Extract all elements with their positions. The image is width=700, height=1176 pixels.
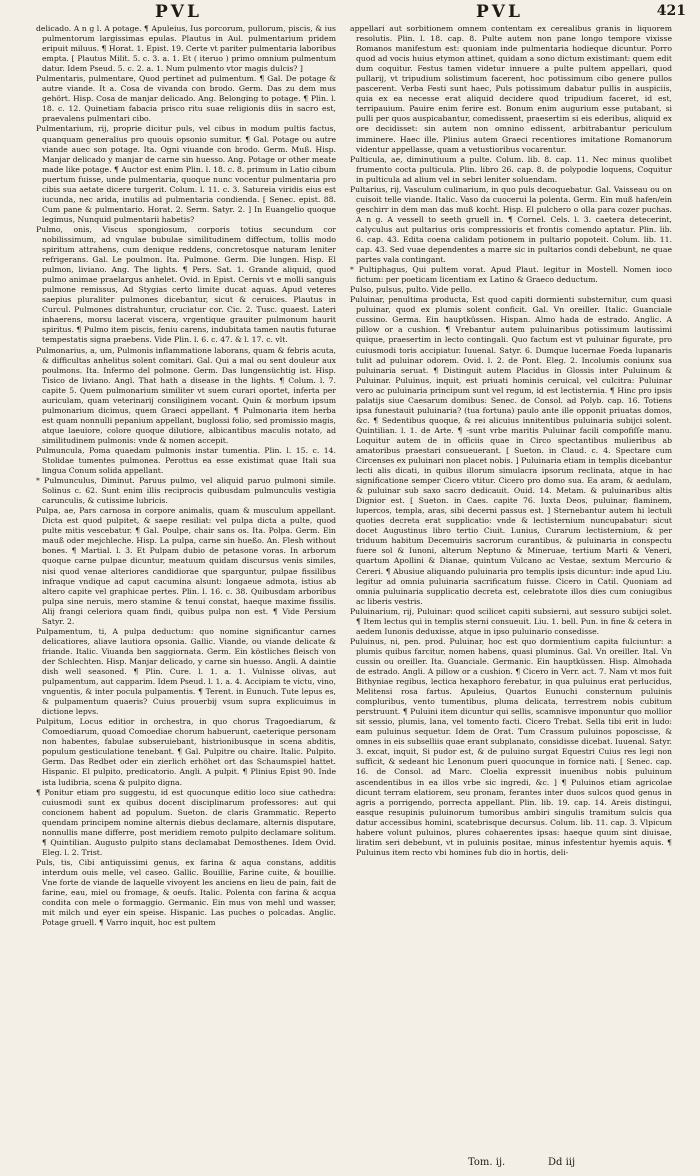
left-column: [36, 24, 336, 1148]
page-number: 421: [656, 3, 686, 19]
dictionary-entry: Puluinar, penultima producta, Est quod capiti dormienti substernitur, cum quasi puluinar, quod ex plumis solent conficit. Gal. Vn oreiller. Italic. Guanciale cussino. Germa. Ein hauptküssen. Hispan. Almo hada de estrado. Anglic. A pillow or a cushion. ¶ Vrebantur autem puluinaribus potissimum lautissimi quique, praesertim in lecto contingali. Quo factum est vt puluinar figurate, pro cuiusmodi toris accipiatur. Iuuenal. Satyr. 6. Dumque lucernae Foeda lupanaris tulit ad puluinar odorem. Ovid. l. 2. de Pont. Eleg. 2. Incolumis coniunx sua puluinaria seruat. ¶ Distinguit autem Placidus in Glossis inter Puluinum & Puluinar. Puluinus, inquit, est priuati hominis ceruical, vel culcitra: Puluinar vero ac puluinaria principum sunt vel regum, id est lectisternia. ¶ Hinc pro ipsis palatijs siue Caesarum domibus: Senec. de Consol. ad Polyb. cap. 16. Totiens ipsa funestauit puluinaria? (tua fortuna) paulo ante ille opponit priuatas domos, &c. ¶ Sedentibus quoque, & rei alicuius innitentibus puluinaria subijci solent. Quintilian. l. 1. de Arte. ¶ -sunt vrbe maritis Puluinar facili compofiſſe manu. Loquitur autem de in officiis quae in Circo spectantibus mulieribus ab amatoribus praestari consueuerant. [ Sueton. in Claud. c. 4. Spectare cum Circenses ex puluinari non placet nobis. ] Puluinaria etiam in templis dicebantur lecti alis dicati, in quibus illorum simulacra ipsorum reclinata, atque in hac significatione semper Cicero vtitur. Cicero pro domo sua. Ea aram, & aedulam, & puluinar sub saxo sacro dedicauit. Ouid. 14. Metam. & puluinaribus altis Dignior est. [ Sueton. in Caes. capite 76. Iuxta Deos, puluinar, flaminem, lupercos, templa, aras, sibi decerni passus est. ] Sternebantur autem hi lectuli quoties decreta erat supplicatio: vnde & lectisternium nuncupabatur: sicut docet Augustinus libro tertio Ciuit. Lunius, Curarum lectisternium, & per triduum habitum Decemuiris sacrorum curantibus, & puluinaria in conspectu fuere sol & Iunoni, alterum Neptuno & Mineruae, tertium Marti & Veneri, quartum Apollini & Dianae, quintum Vulcano ac Vestae, sextum Mercurio & Cereri. ¶ Abusiue aliquando puluinaria pro templis ipsis dicuntur: inde apud Liu. legitur ad omnia puluinaria sacrificatum fuisse. Cicero in Catil. Quoniam ad omnia puluinaria supplicatio decreta est, celebratote illos dies cum coniugibus ac liberis vestris.: [350, 295, 672, 606]
dictionary-entry: * Pulmunculus, Diminut. Paruus pulmo, vel aliquid paruo pulmoni simile. Solinus c. 62. Sunt enim illis reciprocis quibusdam pulmunculis vestigia carunculis, & cutissime lubricis.: [36, 476, 336, 506]
dictionary-entry: Pulticula, ae, diminutiuum a pulte. Colum. lib. 8. cap. 11. Nec minus quolibet frumento cocta pulticula. Plin. libro 26. cap. 8. de polypodie loquens, Coquitur in pulticula ad alium vel in sebri leniter soluendam.: [350, 154, 672, 184]
dictionary-entry: ¶ Ponitur etiam pro suggestu, id est quocunque editio loco siue cathedra: cuiusmodi sunt ex quibus docent disciplinarum professores: aut qui concionem habent ad populum. Sueton. de claris Grammatic. Reperto quendam principem nomine alternis diebus declamare, alternis disputare, nonnullis mane differre, post meridiem remoto pulpito declamare solitum. ¶ Quintilian. Augusto pulpito stans declamabat Demosthenes. Idem Ovid. Eleg. l. 2. Trist.: [36, 787, 336, 857]
dictionary-entry: Puluinarium, rij, Puluinar: quod scilicet capiti subsierni, aut sessuro subijci solet. ¶ Item lectus qui in templis sterni consueuit. Liu. 1. bell. Pun. in fine & cetera in aedem Iunonis deduxisse, atque in ipso puluinario consedisse.: [350, 606, 672, 636]
right-running-head: PVL: [476, 2, 523, 22]
dictionary-entry: appellari aut sorbitionem omnem contentam ex cerealibus granis in liquorem resolutis. Plin. l. 18. cap. 8. Pulte autem non pane longo tempore vixisse Romanos manifestum est: quoniam inde pulmentaria hodieque dicuntur. Porro quod ad vocis huius etymon attinet, quidam a sono dictum existimant: quem edit dum coquitur. Festus tamen videtur innuere a pulte pultem appellari, quod pullarij, vt tripudium solistimum facerent, hoc potissimum cibo genere pullos pascerent. Verba Festi sunt haec, Puls potissimum dabatur pullis in auspiciis, quia ex ea necesse erat aliquid decidere quod tripudium faceret, id est, terripauium. Pauire enim ferire est. Bonum enim augurium esse putabant, si pulli per quos auspicabantur, comedissent, praesertim si eis ederibus, aliquid ex ore decidisset: sin autem non omnino edissent, arbitrabantur periculum imminere. Haec ille. Plinius autem Graeci recentiores imitatione Romanorum videntur appellasse, quam a vetustioribus vocarentur.: [350, 24, 672, 154]
dictionary-entry: Pulmentarium, rij, proprie dicitur puls, vel cibus in modum pultis factus, quanquam generalius pro quouis opsonio sumitur. ¶ Gal. Potage ou autre viande auec son potage. Ita. Ogni viuande con brodo. Germ. Muß. Hisp. Manjar delicado y manjar de carne sin huesso. Ang. Potage or other meate made like potage. ¶ Auctor est enim Plin. l. 18. c. 8. primum in Latio cibum puertum fuisse, unde pulmentaria, quoque nunc vocentur pulmentaria pro cibis sua aetate dicere turgerit. Colum. l. 11. c. 3. Satureia viridis eius est iucunda, nec arida, inutilis ad pulmentaria condienda. [ Senec. epist. 88. Cum pane & pulmentario. Horat. 2. Serm. Satyr. 2. ] In Euangelio quoque legimus, Nunquid pulmentarii habetis?: [36, 124, 336, 224]
dictionary-entry: Pulpa, ae, Pars carnosa in corpore animalis, quam & musculum appellant. Dicta est quod pulpitet, & saepe resiliat: vel pulpa dicta a pulte, quod pulte mitis vescebatur. ¶ Gal. Poulpe, chair sans os. Ita. Polpa. Germ. Ein mauß oder mejchleche. Hisp. La pulpa, carne sin hueßo. An. Flesh without bones. ¶ Martial. l. 3. Et Pulpam dubio de petasone voras. In arborum quoque carne pulpae dicuntur, meatuum quidam discursus venis similes, nisi quod venae alteriores candidiorae que sparguntur, pulpae fissilibus infraque vndique ad caput cacumina alsunt: longaeue admota, istius ab altero capite vel graphicae pertes. Plin. l. 16. c. 38. Quibusdam arboribus pulpa sine neruis, mero stamine & tenui constat, haeque maxime fissilis. Alij frangi celeriora quam findi, quibus pulpa non est. ¶ Vide Persium Satyr. 2.: [36, 506, 336, 626]
dictionary-entry: Pulpitum, Locus editior in orchestra, in quo chorus Tragoediarum, & Comoediarum, quoad Comoediae chorum habuerunt, caeterique personam non habentes, fabulae subseruiebant, histrionibusque in scena abditis, populum gesticulatione tenebant. ¶ Gal. Pulpitre ou chaire. Italic. Pulpito. Germ. Das Redbet oder ein zierlich erhöhet ort das Schaumspiel hattet. Hispanic. El pulpito, predicatorio. Angli. A pulpit. ¶ Plinius Epist 90. Inde ista ludibria, scena & pulpito digna.: [36, 717, 336, 787]
left-running-head: PVL: [155, 2, 202, 22]
running-header: [0, 0, 700, 22]
right-column: [350, 24, 672, 1148]
dictionary-entry: Pulmuncula, Poma quaedam pulmonis instar tumentia. Plin. l. 15. c. 14. Stolidae tumentes pulmonea. Perottus ea esse existimat quae Itali sua lingua Conum solida appellant.: [36, 445, 336, 476]
dictionary-entry: delicado. A n g l. A potage. ¶ Apuleius, Ius porcorum, pullorum, piscis, & ius pulmentorum largissimas epulas. Plautus in Aul. pulmentarium pridem eripuit miluus. ¶ Horat. 1. Epist. 19. Certe vt pariter pulmentaria laboribus empta. [ Plautus Milit. 5. c. 3. a. 1. Et ( iteruo ) primo omnium pulmentum datur. Idem Pseud. 5. c. 2. a. 1. Num pulmento vtor magis dulcis? ]: [36, 24, 336, 74]
page-footer: [0, 1154, 700, 1172]
dictionary-entry: Pulmo, onis, Viscus spongiosum, corporis totius secundum cor nobilissimum, ad vngulae bubulae similitudinem diffectum, tollis modo spiritum attrahens, cum denique reddens, concretosque naturam leniter refrigerans. Gal. Le poulmon. Ita. Pulmone. Germ. Die lungen. Hisp. El pulmon, liviano. Ang. The lights. ¶ Pers. Sat. 1. Grande aliquid, quod pulmo animae praelargus anhelet. Ovid. in Epist. Cernis vt e molli sanguis pulmone remissus, Ad Stygias certo limite ducat aquas. Apud veteres saepius pluraliter pulmones dicebantur, sicut & ceruices. Plautus in Curcul. Pulmones distrahuntur, cruciatur cor. Cic. 2. Tusc. quaest. Lateri inhaerens, morsu lacerat viscera, vrgentique grauiter pulmonum haurit spiritus. ¶ Pulmo item piscis, feniu carens, indubitata tamen nautis futurae tempestatis signa praebens. Vide Plin. l. 6. c. 47. & l. 17. c. vlt.: [36, 224, 336, 345]
dictionary-entry: Pulpamentum, ti, A pulpa deductum: quo nomine significantur carnes delicatiores, aliave lautiora opsonia. Gallic. Viande, ou viande delicate & friande. Italic. Viuanda ben saggiornata. Germ. Ein köstliches fleisch von der Schlechten. Hisp. Manjar delicado, y carne sin huesso. Angli. A daintie dish well seasoned. ¶ Plin. Cure. l. 1. a. 1. Vulnisse olivas, aut pulpamentum, aut capparim. Idem Pseud. l. 1. a. 4. Accipiam te victu, vino, vnguentis, & inter pocula pulpamentis. ¶ Terent. in Eunuch. Tute lepus es, & pulpamentum quaeris? Cuius prouerbij vsum supra explicuimus in dictione lepvs.: [36, 626, 336, 717]
dictionary-entry: Puls, tis, Cibi antiquissimi genus, ex farina & aqua constans, additis interdum ouis melle, vel caseo. Gallic. Bouillie, Farine cuite, & bouillie. Vne forte de viande de laquelle vivoyent les anciens en lieu de pain, fait de farine, eau, miel ou fromage, & oeufs. Italic. Polenta con farina & acqua condita con mele o formaggio. Germanic. Ein mus von mehl und wasser, mit milch und eyer ein speise. Hispanic. Las puches o polcadas. Anglic. Potage gruell. ¶ Varro inquit, hoc est pultem: [36, 857, 336, 928]
dictionary-entry: Pulmonarius, a, um, Pulmonis inflammatione laborans, quam & febris acuta, & difficultas anhelitus solent comitari. Gal. Qui a mal ou sent douleur aux poulmons. Ita. Infermo del polmone. Germ. Das lungensüchtig ist. Hisp. Tisico de liviano. Angl. That hath a disease in the lights. ¶ Colum. l. 7. capite 5. Quem pulmonarium similiter vt suem curari oportet, inferta per auriculam, quam veterinarij consiliginem vocant. Quin & morbum ipsum pulmonarium dicimus, quem Graeci appellant. ¶ Pulmonaria item herba est quam nonnulli pepanium appellant, buglossi folio, sed promissio magis, atque laeuiore, colore quoque dilutiore, albicantibus maculis notato, ad similitudinem pulmonis: vnde & nomen accepit.: [36, 345, 336, 445]
tome-label: Tom. ij.: [468, 1157, 506, 1168]
signature-mark: Dd iij: [548, 1157, 576, 1168]
dictionary-entry: Puluinus, ni, pen. prod. Puluinar, hoc est quo dormientium capita fulciuntur: a plumis quibus farcitur, nomen habens, quasi pluminus. Gal. Vn oreiller. Ital. Vn cussin ou oreiller. Ita. Guanciale. Germanic. Ein hauptküssen. Hisp. Almohada de estrado. Angli. A pillow or a cushion. ¶ Cicero in Verr. act. 7. Nam vt mos fuit Bithyniae regibus, lectica hexaphoro ferebatur, in qua puluinus erat perlucidus, Melitensi rosa fartus. Apuleius, Quartos Eunuchi consternum puluinis compluribus, vento tumentibus, pluma delicata, terrestrem nobis cubitum perstruunt. ¶ Puluini item dicuntur qui sellis, scamnisve imponuntur quo mollior sit sessio, plumis, lana, vel tomento facti. Cicero Trebat. Sella tibi erit in ludo: eam puluinus sequetur. Idem de Orat. Tum Crassum puluinos poposcisse, & omnes in eis subselliis quae erant subplanato, considisse dicebat. Iuuenal. Satyr. 3. excat, inquit, Si pudor est, & de puluino surgat Equestri Cuius res legi non sufficit, & sedeant hic Lenonum pueri quocunque in fornice nati. [ Senec. cap. 16. de Consol. ad Marc. Cloelia expressit inuenibus nobis puluinum ascendentibus in ea illos vrbe sic ingredi, &c. ] ¶ Puluinos etiam agricolae dicunt terram elatiorem, seu pronam, ferantes inter duos sulcos quod genus in agris a porrigendo, porrecta appellant. Plin. lib. 19. cap. 14. Areis distingui, easque resupinis puluinorum tumoribus ambiri singulis tramitum sulcis qua datur accessibus homini, scatebrisque decursus. Colum. lib. 11. cap. 3. Vlpicum habere volunt puluinos, plures cohaerentes ipsas: haeque quum sint diuisae, liratim seri debebunt, vt in puluinis positae, minus infestentur hyemis aquis. ¶ Puluinus item recto vbi homines fub dio in hortis, deli-: [350, 636, 672, 857]
dictionary-entry: * Pultiphagus, Qui pultem vorat. Apud Plaut. legitur in Mostell. Nomen ioco fictum: per poeticam licentiam ex Latino & Graeco deductum.: [350, 265, 672, 285]
dictionary-entry: Pultarius, rij, Vasculum culinarium, in quo puls decoquebatur. Gal. Vaisseau ou on cuisoit telle viande. Italic. Vaso da cuocerui la polenta. Germ. Ein muß hafen/ein geschirr in dem man das muß kocht. Hisp. El pulchero o olla para cozer puchas. A n g. A vessell to seeth gruell in. ¶ Cornel. Cels. l. 3. caetera detecerint, calyculus aut pultarius oris compressioris et frontis comendo aptatur. Plin. lib. 6. cap. 43. Edita coena calidam potionem in pultario popoteit. Colum. lib. 11. cap. 43. Sed vuae dependentes a marre sic in pultarios condi debebunt, ne quae partes vala contingant.: [350, 184, 672, 265]
dictionary-entry: Pulmentaris, pulmentare, Quod pertinet ad pulmentum. ¶ Gal. De potage & autre viande. It a. Cosa de vivanda con brodo. Germ. Das zu dem mus gehört. Hisp. Cosa de manjar delicado. Ang. Belonging to potage. ¶ Plin. l. 18. c. 12. Quinetiam fabacia prisco ritu suae religionis diis in sacro est, praevalens pulmentari cibo.: [36, 74, 336, 124]
dictionary-entry: Pulso, pulsus, pulto. Vide pello.: [350, 285, 473, 295]
